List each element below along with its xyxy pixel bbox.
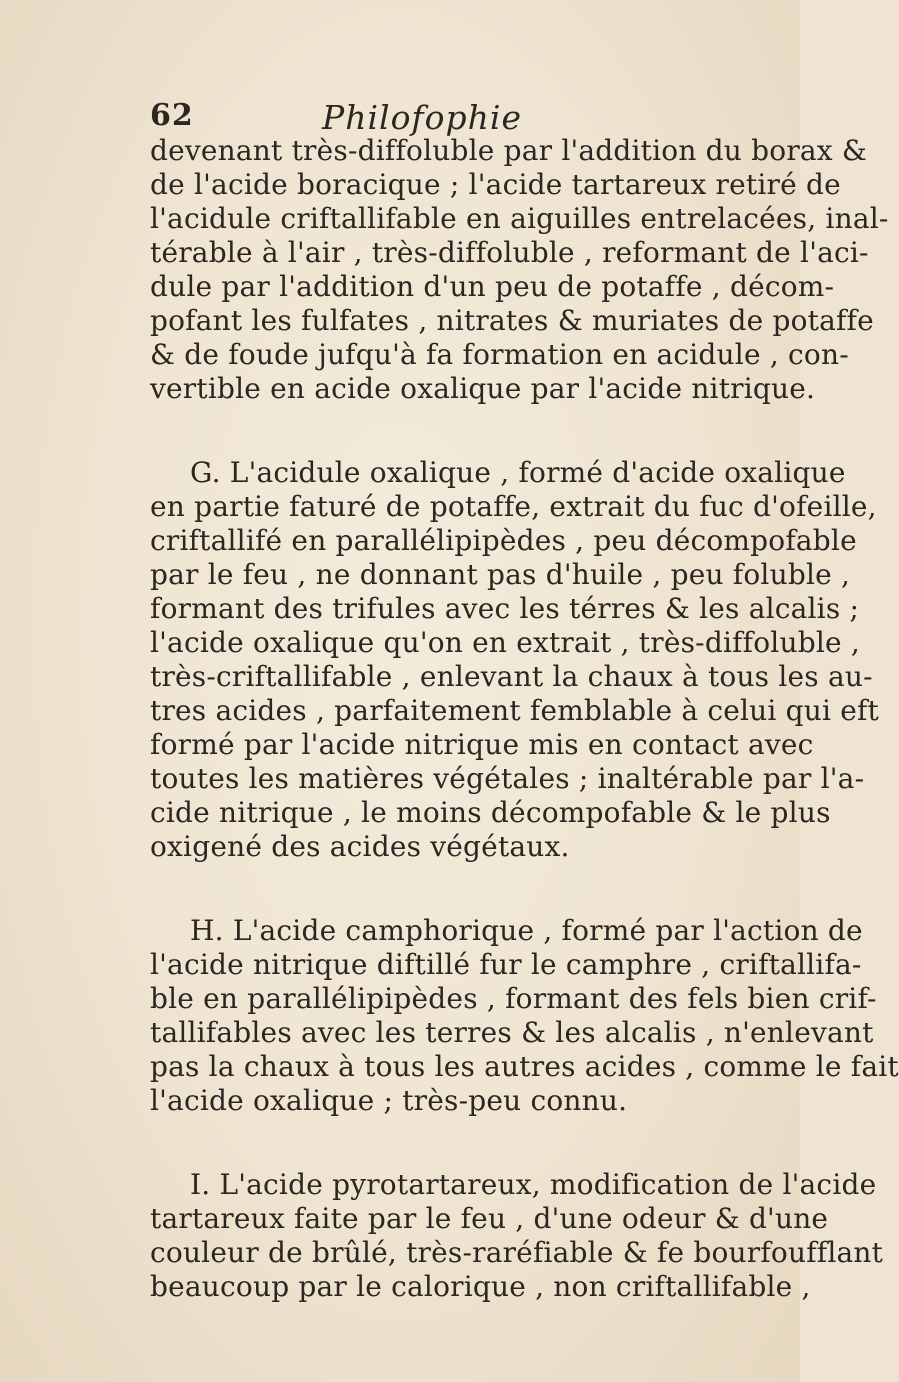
- text-line: l'acide oxalique qu'on en extrait , très-diffoluble ,: [150, 626, 860, 659]
- text-line: & de foude jufqu'à fa formation en acidule , con-: [150, 338, 849, 371]
- paragraph-borax: [150, 134, 889, 406]
- text-line: formant des trifules avec les térres & les alcalis ;: [150, 592, 860, 625]
- text-line: vertible en acide oxalique par l'acide nitrique.: [150, 372, 816, 405]
- body-text: [150, 134, 899, 1354]
- text-line: par le feu , ne donnant pas d'huile , peu foluble ,: [150, 558, 851, 591]
- running-title: Philofophie: [322, 98, 522, 137]
- text-line: criftallifé en parallélipipèdes , peu décompofable: [150, 524, 857, 557]
- text-line: pofant les fulfates , nitrates & muriates de potaffe: [150, 304, 874, 337]
- text-line: de l'acide boracique ; l'acide tartareux retiré de: [150, 168, 841, 201]
- paragraph-i-acide-pyrotartareux: [150, 1168, 884, 1304]
- text-line: l'acidule criftallifable en aiguilles entrelacées, inal-: [150, 202, 889, 235]
- text-line: beaucoup par le calorique , non criftallifable ,: [150, 1270, 811, 1303]
- paragraph-h-acide-camphorique: [150, 914, 899, 1118]
- text-line: en partie faturé de potaffe, extrait du fuc d'ofeille,: [150, 490, 877, 523]
- text-line: tallifables avec les terres & les alcalis , n'enlevant: [150, 1016, 874, 1049]
- text-line: formé par l'acide nitrique mis en contact avec: [150, 728, 814, 761]
- text-line: I. L'acide pyrotartareux, modification de l'acide: [190, 1168, 877, 1201]
- text-line: G. L'acidule oxalique , formé d'acide oxalique: [190, 456, 846, 489]
- text-line: dule par l'addition d'un peu de potaffe , décom-: [150, 270, 835, 303]
- text-line: térable à l'air , très-diffoluble , reformant de l'aci-: [150, 236, 869, 269]
- text-line: pas la chaux à tous les autres acides , comme le fait: [150, 1050, 899, 1083]
- text-line: tartareux faite par le feu , d'une odeur & d'une: [150, 1202, 829, 1235]
- text-line: tres acides , parfaitement femblable à celui qui eft: [150, 694, 880, 727]
- paragraph-g-acidule-oxalique: [150, 456, 880, 864]
- text-line: oxigené des acides végétaux.: [150, 830, 570, 863]
- text-line: très-criftallifable , enlevant la chaux à tous les au-: [150, 660, 873, 693]
- page-number: 62: [150, 98, 194, 133]
- text-line: l'acide oxalique ; très-peu connu.: [150, 1084, 628, 1117]
- text-line: devenant très-diffoluble par l'addition du borax &: [150, 134, 868, 167]
- text-line: l'acide nitrique diftillé fur le camphre , criftallifa-: [150, 948, 862, 981]
- text-line: ble en parallélipipèdes , formant des fels bien crif-: [150, 982, 877, 1015]
- text-line: toutes les matières végétales ; inaltérable par l'a-: [150, 762, 865, 795]
- text-line: couleur de brûlé, très-raréfiable & fe bourfoufflant: [150, 1236, 884, 1269]
- page-header: [150, 98, 550, 138]
- text-line: cide nitrique , le moins décompofable & le plus: [150, 796, 831, 829]
- text-line: H. L'acide camphorique , formé par l'action de: [190, 914, 863, 947]
